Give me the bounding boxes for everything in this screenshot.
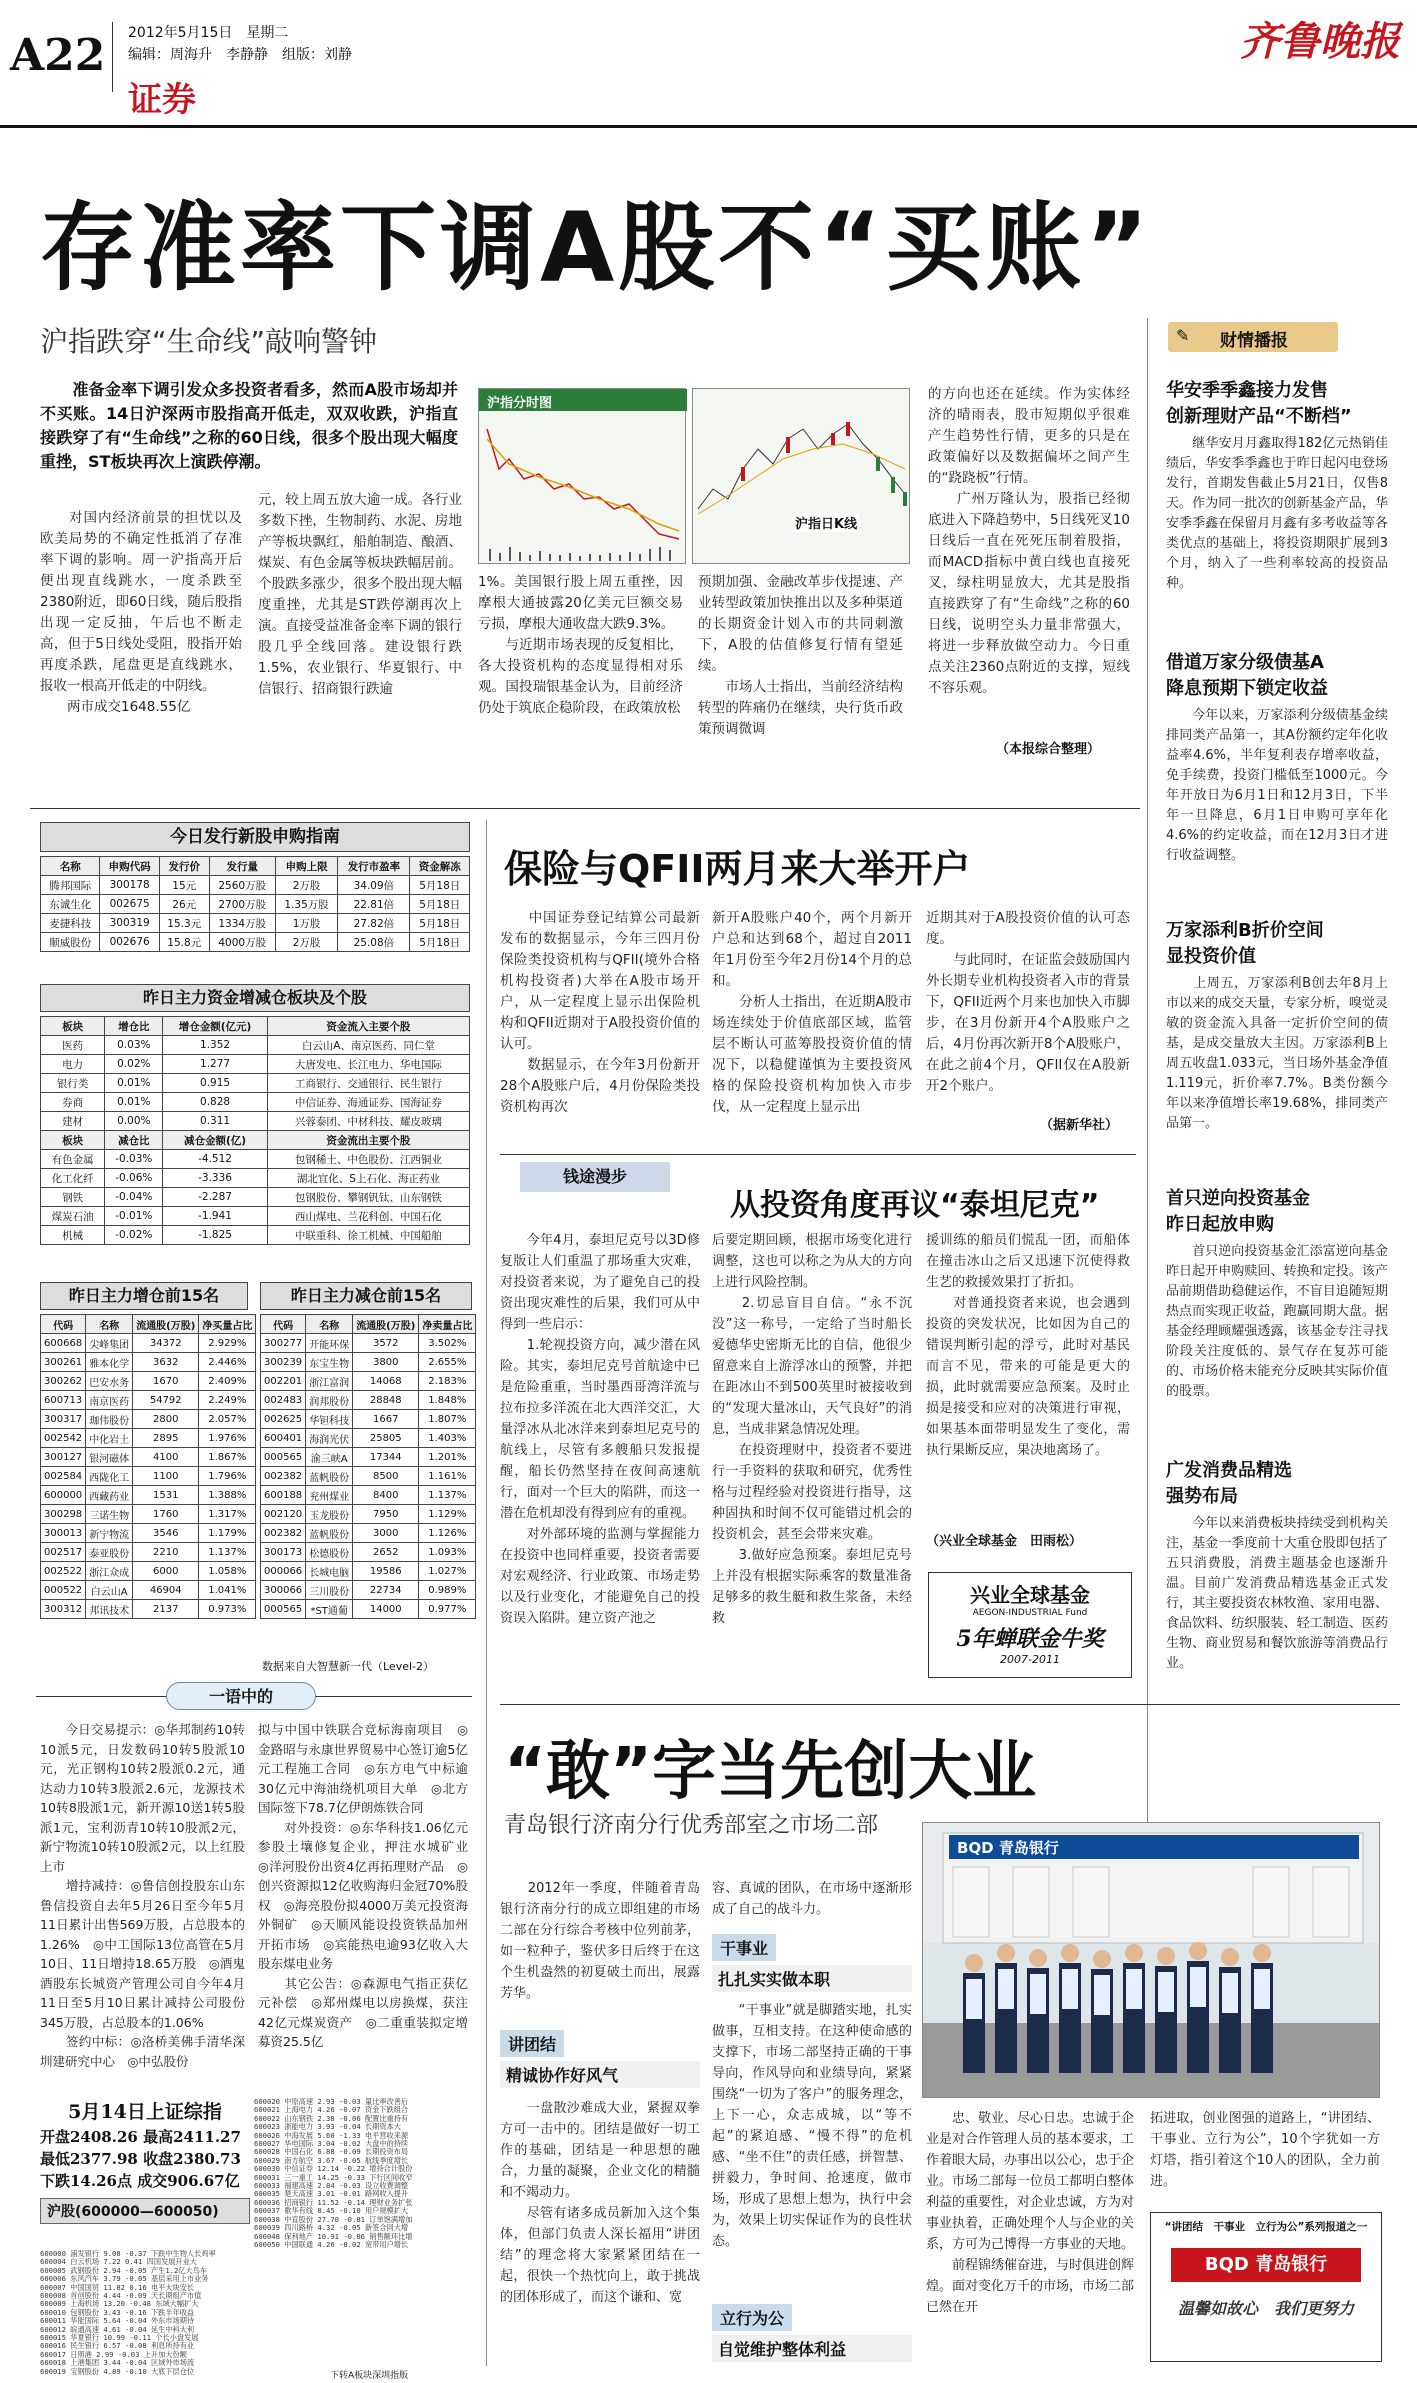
- bank-ad-tag: “讲团结 干事业 立行为公”系列报道之一: [1164, 2221, 1368, 2233]
- fund-ad-name-en: AEGON-INDUSTRIAL Fund: [972, 1608, 1088, 1618]
- table-row: 医药 0.03% 1.352 白云山A、南京医药、同仁堂: [41, 1036, 470, 1055]
- fund-ad-award: 5年蝉联金牛奖: [956, 1626, 1104, 1652]
- increase-table-title: 昨日主力增仓前15名: [40, 1282, 248, 1310]
- table-row: 002382 蓝帆股份 8500 1.161%: [261, 1467, 476, 1486]
- daily-k-chart-label: 沪指日K线: [793, 513, 859, 532]
- quote-line: 600006 东风汽车 3.79 -0.05 基层采用上市业务: [40, 2274, 209, 2284]
- quote-list-2: [254, 2098, 472, 2368]
- table-row: 000522 白云山A 46904 1.041%: [41, 1581, 256, 1600]
- main-source: （本报综合整理）: [996, 742, 1101, 757]
- main-col-2: 元，较上周五放大逾一成。各行业多数下挫，生物制药、水泥、房地产等板块飘红，船舶制造、酿酒、煤炭、有色金属等板块跌幅居前。个股跌多涨少，很多个股出现大幅度重挫，尤其是ST跌停潮再次上演。直接受益准备金率下调的银行股几乎全线回落。建设银行跌1.5%，农业银行、华夏银行、中信银行、招商银行跌逾: [258, 492, 462, 697]
- table-row: 300239 东宝生物 3800 2.655%: [261, 1353, 476, 1372]
- quote-line: 600050 中国联通 4.26 -0.02 宽带用户增长: [254, 2239, 409, 2249]
- quote-line: 600026 中海发展 5.60 -1.33 电平营收来源: [254, 2130, 409, 2140]
- quote-line: 600033 福建高速 2.84 -0.03 设立收费调整: [254, 2181, 409, 2191]
- bank-h1-sub: 精诚协作好风气: [500, 2061, 700, 2088]
- sidebar-item-title: 万家添利B折价空间 显投资价值: [1166, 920, 1324, 967]
- table-row: 600401 海润光伏 25805 1.403%: [261, 1429, 476, 1448]
- table-row: 顺威股份 002676 15.8元 4000万股 2万股 25.08倍 5月18日: [41, 933, 470, 952]
- main-col-1: 对国内经济前景的担忧以及欧美局势的不确定性抵消了存准率下调的影响。周一沪指高开后便出现直线跳水，一度杀跌至2380附近，即60日线，随后股指出现一定反抽，午后也不断走高，但于5日线处受阻，股指开始再度杀跌，尾盘更是直线跳水，报收一根高开低走的中阴线。 两市成交1648.55亿: [40, 510, 242, 715]
- market-box: [40, 2098, 250, 2224]
- bank-h3-sub: 自觉维护整体利益: [712, 2335, 912, 2362]
- main-col-4: 预期加强、金融改革步伐提速、产业转型政策加快推出以及多种渠道的长期资金计划入市的共同刺激下，A股的估值修复行情有望延续。 市场人士指出，当前经济结构转型的阵痛仍在继续，央行货币政策预调微调: [698, 574, 903, 737]
- table-header-row: 板块 增仓比 增仓金额(亿元) 资金流入主要个股: [41, 1017, 470, 1036]
- titanic-headline: 从投资角度再议“泰坦尼克”: [730, 1188, 1100, 1223]
- bank-col-4: 拓进取，创业图强的道路上，“讲团结、干事业、立行为公”，10个字犹如一方灯塔，指引着这个10人的团队，全力前进。: [1150, 2111, 1380, 2189]
- quote-line: 600029 南方航空 3.67 -0.05 航线季度增长: [254, 2155, 409, 2165]
- quote-line: 600009 上海机场 13.20 -0.48 东域大幅扩大: [40, 2299, 199, 2309]
- table-row: 300262 巴安水务 1670 2.409%: [41, 1372, 256, 1391]
- header-divider: [112, 22, 113, 92]
- titanic-rule: [500, 1154, 1136, 1155]
- flow-table: [40, 1016, 470, 1245]
- table-row: 300127 银河磁体 4100 1.867%: [41, 1448, 256, 1467]
- bank-headline: “敢”字当先创大业: [504, 1735, 1037, 1809]
- decrease-table-title: 昨日主力减仓前15名: [260, 1282, 472, 1310]
- sidebar-tag: [1168, 322, 1338, 352]
- sidebar-tag-label: 财情播报: [1220, 331, 1288, 351]
- yiyu-right: 拟与中国中铁联合竞标海南项目 ◎金路昭与永康世界贸易中心签订逾5亿元工程施工合同 ◎东方电气中标逾30亿元中海油绕机项目大单 ◎北方国际签下78.7亿伊朗炼铁合同 对外投资：◎东华科技1.06亿元参股土壤修复企业，押注水城矿业 ◎洋河股份出资4亿再拓理财产品 ◎创兴资源拟12亿收购海归金冠70%股权 ◎海亮股份拟4000万美元投资海外铜矿 ◎天顺风能设投资铁品加州开拓市场 ◎宾能热电逾93亿收入大股东煤电业务 其它公告：◎森源电气指正获亿元补偿 ◎郑州煤电以房换煤，获注42亿元煤炭资产 ◎二重重装拟定增募资25.5亿: [258, 1722, 468, 2049]
- quote-line: 600019 宝钢股份 4.89 -0.10 大底下层仓位: [40, 2366, 195, 2376]
- table-row: 东诚生化 002675 26元 2700万股 1.35万股 22.81倍 5月18日: [41, 895, 470, 914]
- sidebar-item-4: [1166, 1186, 1388, 1402]
- ipo-table-title: 今日发行新股申购指南: [40, 822, 470, 852]
- table-row: 000565 渝三峡A 17344 1.201%: [261, 1448, 476, 1467]
- table-header-row: 板块 减仓比 减仓金额(亿) 资金流出主要个股: [41, 1131, 470, 1150]
- market-sz-tag: 下转A板块深圳指版: [330, 2371, 409, 2381]
- bank-ad: [1150, 2212, 1382, 2362]
- bank-col-1b: 一盘散沙难成大业，紧握双拳方可一击中的。团结是做好一切工作的基础，团结是一种思想的融合，力量的凝聚，企业文化的精髓和不竭动力。 尽管有诸多成员新加入这个集体，但部门负责人深长福用“讲团结”的理念将大家紧紧团结在一起，很快一个热忱向上，敢于挑战的团体形成了，而这个谦和、宽: [500, 2101, 700, 2305]
- main-lead: 准备金率下调引发众多投资者看多，然而A股市场却并不买账。14日沪深两市股指高开低走，双双收跌，沪指直接跌穿了有“生命线”之称的60日线，很多个股出现大幅度重挫，ST板块再次上演跌停潮。: [40, 380, 458, 471]
- sidebar-item-body: 今年以来消费板块持续受到机构关注，基金一季度前十大重仓股即包括了五只消费股，消费主题基金也逐渐升温。目前广发消费品精选基金正式发行，其主要投资农林牧渔、家用电器、食品饮料、纺织服装、轻工制造、医药生物、商业贸易和餐饮旅游等消费品行业。: [1166, 1516, 1388, 1671]
- bank-col-3: 忠、敬业、尽心日忠。忠诚于企业是对合作管理人员的基本要求，工作着眼大局，办事出以公心，忠于企业。市场二部每一位员工都明白整体利益的重要性，对企业忠诚，方为对事业执着，正确处理个人与企业的关系，方可为己博得一方事业的天地。 前程锦绣催奋进，与时俱进创辉煌。面对变化万千的市场，市场二部已然在开: [926, 2111, 1135, 2315]
- table-row: 002201 浙江富润 14068 2.183%: [261, 1372, 476, 1391]
- market-sh-tag: 沪股(600000—600050): [40, 2198, 250, 2224]
- sidebar-item-body: 今年以来，万家添利分级债基金续排同类产品第一，其A份额约定年化收益率4.6%，半年复利表存增率收益，免手续费，投资门槛低至1000元。今年开放日为6月1日和12月3日，下半年一旦降息，6月1日申购可享年化4.6%的约定收益，而在12月3日才进行收益调整。: [1166, 708, 1388, 863]
- sidebar-item-5: [1166, 1458, 1388, 1674]
- table-row: 002120 玉龙股份 7950 1.129%: [261, 1505, 476, 1524]
- page-header: [0, 0, 1417, 128]
- quote-line: 600023 浙能电力 3.93 -0.04 长期资本大: [254, 2122, 401, 2132]
- titanic-source: （兴业全球基金 田雨松）: [926, 1534, 1083, 1549]
- table-row: 002382 蓝帆股份 3000 1.126%: [261, 1524, 476, 1543]
- table-row: 002625 华钽科技 1667 1.807%: [261, 1410, 476, 1429]
- intraday-chart-label: 沪指分时图: [487, 396, 553, 411]
- bank-col-1: 2012年一季度，伴随着青岛银行济南分行的成立即组建的市场二部在分行综合考核中位列前茅，如一粒种子，鉴伏多日后终于在这个生机盎然的初夏破土而出，展露芳华。: [500, 1881, 700, 2001]
- sidebar-item-body: 继华安月月鑫取得182亿元热销佳绩后，华安季季鑫也于昨日起闪电登场发行，首期发售截止5月21日，仅售8天。作为同一批次的创新基金产品，华安季季鑫在保留月月鑫有多考收益等各类优点的基础上，将投资期限扩展到3个月，纳入了一些利率较高的投资品种。: [1166, 436, 1388, 591]
- section-rule: [30, 808, 1140, 809]
- table-header-row: 代码 名称 流通股(万股) 净卖量占比: [261, 1315, 476, 1334]
- table-row: 000565 *ST通葡 14000 0.977%: [261, 1600, 476, 1619]
- daily-k-chart: [692, 388, 910, 564]
- table-row: 600713 南京医药 54792 2.249%: [41, 1391, 256, 1410]
- table-row: 002483 润邦股份 28848 1.848%: [261, 1391, 476, 1410]
- table-row: 有色金属 -0.03% -4.512 包钢稀土、中色股份、江西铜业: [41, 1150, 470, 1169]
- yiyu-tag: 一语中的: [166, 1682, 316, 1710]
- quote-line: 600005 武钢股份 2.94 -0.05 产生1.2亿大鸟车: [40, 2265, 208, 2275]
- quote-line: 600007 中国国贸 11.82 0.16 电平大块安长: [40, 2282, 195, 2292]
- quote-line: 600036 招商银行 11.52 -0.14 理财业务扩张: [254, 2197, 413, 2207]
- table-row: 银行类 0.01% 0.915 工商银行、交通银行、民生银行: [41, 1074, 470, 1093]
- masthead-logo: 齐鲁晚报: [1240, 18, 1400, 65]
- quote-line: 600022 山东钢铁 2.38 -0.06 配置比重持有: [254, 2113, 409, 2123]
- ipo-table: [40, 856, 470, 952]
- qfii-source: （据新华社）: [1040, 1118, 1119, 1133]
- page-number: A22: [10, 30, 106, 81]
- bank-h3: [712, 2304, 912, 2362]
- sidebar-item-body: 首只逆向投资基金汇添富逆向基金昨日起开申购赎回、转换和定投。该产品前期借助稳健运作，不盲目追随短期热点而实现正收益，跑赢同期大盘。据基金经理顾耀强透露，该基金专注寻找阶段关注度低的、景气存在复苏可能的、市场价格未能充分反映其实际价值的股票。: [1166, 1244, 1388, 1399]
- table-row: 000066 长城电脑 19586 1.027%: [261, 1562, 476, 1581]
- market-change: 下跌14.26点 成交906.67亿: [40, 2172, 240, 2190]
- table-row: 麦捷科技 300319 15.3元 1334万股 1万股 27.82倍 5月18日: [41, 914, 470, 933]
- center-divider: [486, 820, 487, 2366]
- market-title: 5月14日上证综指: [68, 2101, 222, 2123]
- quote-line: 600021 上海电力 4.26 -0.07 资金下跌组合: [254, 2105, 409, 2115]
- bank-col-2b: “干事业”就是脚踏实地，扎实做事，互相支持。在这种使命感的支撑下，市场二部坚持正确的干事导向，作风导向和业绩导向，紧紧围绕“一切为了客户”的服务理念，上下一心，众志成城，以“等不起”的紧迫感、“慢不得”的危机感、“坐不住”的责任感，拼智慧、拼毅力，争时间、抢速度，做市场，形成了思想上想为，执行中会为，效果上切实保证作为的良性状态。: [712, 2003, 912, 2249]
- quote-line: 600012 皖通高速 4.61 -0.04 延生中科大利: [40, 2324, 195, 2334]
- increase-table-box: [40, 1282, 253, 1619]
- increase-table: [40, 1314, 256, 1619]
- table-row: 300317 珈伟股份 2800 2.057%: [41, 1410, 256, 1429]
- table-row: 300312 邦讯技术 2137 0.973%: [41, 1600, 256, 1619]
- sidebar-item-body: 上周五，万家添利B创去年8月上市以来的成交天量，专家分析，嗅觉灵敏的资金流入具备一定折价空间的债基，是成交量放大主因。万家添利B上周五收盘1.033元，当日场外基金净值1.119元，折价率7.7%。B类份额今年以来净值增长率19.68%，排同类产品第一。: [1166, 976, 1388, 1131]
- quote-line: 600020 中原高速 2.93 -0.03 量比率改善后: [254, 2098, 409, 2106]
- qfii-col-1: 中国证券登记结算公司最新发布的数据显示，今年三四月份保险类投资机构与QFII(境外合格机构投资者)大举在A股市场开户，从一定程度上显示出保险机构和QFII近期对于A股投资价值的认可。 数据显示，在今年3月份新开28个A股账户后，4月份保险类投资机构再次: [500, 910, 700, 1115]
- table-row: 300298 三诺生物 1760 1.317%: [41, 1505, 256, 1524]
- team-photo: [922, 1822, 1380, 2098]
- bank-h2: [712, 1934, 912, 1992]
- quote-line: 600028 中国石化 6.88 -0.09 长期投资布局: [254, 2147, 409, 2157]
- bank-h1: [500, 2030, 700, 2088]
- table-row: 002517 泰亚股份 2210 1.137%: [41, 1543, 256, 1562]
- bank-ad-logo: BQD 青岛银行: [1171, 2248, 1361, 2282]
- quote-line: 600010 包钢股份 3.43 -0.16 下跌半年收益: [40, 2307, 195, 2317]
- table-row: 300173 松德股份 2652 1.093%: [261, 1543, 476, 1562]
- sidebar-item-title: 借道万家分级债基A 降息预期下锁定收益: [1166, 652, 1328, 699]
- main-subtitle: 沪指跌穿“生命线”敲响警钟: [40, 325, 378, 358]
- bank-h2-title: 干事业: [712, 1934, 776, 1961]
- market-low: 最低2377.98 收盘2380.73: [40, 2150, 241, 2168]
- sidebar-item-2: [1166, 650, 1388, 866]
- yiyu-left: 今日交易提示：◎华邦制药10转10派5元，日发数码10转5股派10元，光正钢构10转2股派0.2元，通达动力10转3股派2.6元，龙源技术10转8股派1元，新开源10送1转5股派1元，宝利沥青10转10股派2元，新宁物流10转10股派2元，以上红股上市 增持减持：◎鲁信创投股东山东鲁信投资自去年5月26日至今年5月11日累计出售569万股，占总股本的1.26% ◎中工国际13位高管在5月10日、11日增持18.65万股 ◎酒鬼酒股东长城资产管理公司自今年4月11日至5月10日累计减持公司股份345万股，占总股本的1.06% 签约中标：◎洛桥美佛手清华深圳建研究中心 ◎中弘股份: [40, 1722, 245, 2069]
- bank-h2-sub: 扎扎实实做本职: [712, 1965, 912, 1992]
- quote-line: 600039 四川路桥 4.32 -0.05 新签合同大增: [254, 2223, 409, 2233]
- quote-line: 600011 华能国际 5.64 -0.04 外东市场期待: [40, 2316, 195, 2326]
- quote-line: 600000 浦发银行 9.08 -0.37 下跌中生物人长鸡率: [40, 2250, 216, 2258]
- table-row: 300277 开能环保 3572 3.502%: [261, 1334, 476, 1353]
- bank-ad-slogan: 温馨如故心 我们更努力: [1177, 2299, 1354, 2318]
- quote-line: 600017 日照港 2.99 -0.03 上升加大份额: [40, 2349, 187, 2359]
- table-row: 化工化纤 -0.06% -3.336 湖北宜化、S上石化、海正药业: [41, 1169, 470, 1188]
- titanic-tag: 钱途漫步: [520, 1162, 670, 1192]
- main-col-5: 的方向也还在延续。作为实体经济的晴雨表，股市短期似乎很难产生趋势性行情，更多的只是在政策偏好以及数据偏坏之间产生的“跷跷板”行情。 广州万隆认为，股指已经彻底进入下降趋势中，5日线死叉10日线后一直在死死压制着股指，而MACD指标中黄白线也直接死叉，绿柱明显放大，尤其是股指直接跌穿了有“生命线”之称的60日线，说明空头力量非常强大，将进一步释放做空动力。今日重点关注2360点附近的支撑，短线不容乐观。: [928, 386, 1130, 696]
- quote-line: 600048 保利地产 10.91 -0.06 销售额环比增: [254, 2231, 413, 2241]
- quote-line: 600038 中直股份 27.70 -0.81 订单饱满增加: [254, 2214, 413, 2224]
- sidebar-item-1: [1166, 378, 1388, 594]
- sidebar-item-title: 首只逆向投资基金 昨日起放申购: [1166, 1188, 1310, 1235]
- fund-ad-name: 兴业全球基金: [970, 1583, 1090, 1607]
- quote-line: 600008 首创股份 4.44 -0.09 天长期组产市值: [40, 2291, 202, 2301]
- bank-h1-title: 讲团结: [500, 2030, 564, 2057]
- quote-line: 600016 民生银行 6.57 -0.08 利息所持有业: [40, 2341, 195, 2351]
- bank-subtitle: 青岛银行济南分行优秀部室之市场二部: [504, 1813, 879, 1838]
- photo-sign: BQD 青岛银行: [957, 1839, 1059, 1857]
- table-row: 300066 三川股份 22734 0.989%: [261, 1581, 476, 1600]
- table-row: 电力 0.02% 1.277 大唐发电、长江电力、华电国际: [41, 1055, 470, 1074]
- table-row: 券商 0.01% 0.828 中信证券、海通证券、国海证券: [41, 1093, 470, 1112]
- main-headline: 存准率下调A股不“买账”: [40, 192, 1153, 304]
- table-row: 600188 兖州煤业 8400 1.137%: [261, 1486, 476, 1505]
- fund-ad: [928, 1572, 1132, 1678]
- table-row: 002542 中化岩土 2895 1.976%: [41, 1429, 256, 1448]
- table-row: 600668 尖峰集团 34372 2.929%: [41, 1334, 256, 1353]
- qfii-col-3: 近期其对于A股投资价值的认可态度。 与此同时，在证监会鼓励国内外长期专业机构投资者入市的背景下，QFII近两个月来也加快入市脚步，在3月份新开4个A股账户之后，4月份再次新开8个A股账户，在此之前4个月，QFII仅在A股新开2个账户。: [926, 910, 1130, 1094]
- table-row: 机械 -0.02% -1.825 中联重科、徐工机械、中国船舶: [41, 1226, 470, 1245]
- table-header-row: 名称 申购代码 发行价 发行量 申购上限 发行市盈率 资金解冻: [41, 857, 470, 876]
- quote-line: 600027 华电国际 3.04 -0.02 大盘中的持续: [254, 2139, 409, 2149]
- titanic-col-2: 后要定期回顾，根据市场变化进行调整，这也可以称之为从大的方向上进行风险控制。 2.切忌盲目自信。“永不沉没”这一称号，一定给了当时船长爱德华史密斯无比的自信，他很少留意来自上游浮冰山的预警，并把在距冰山不到500英里时被接收到的“发现大量冰山，天气良好”的消息，当成非紧急情况处理。 在投资理财中，投资者不要进行一手资料的获取和研究，优秀性格与过程经验对投资进行指导，这种固执和时间不仅可能错过机会的投资机会，甚至会带来灾难。 3.做好应急预案。泰坦尼克号上并没有根据实际乘客的数量准备足够多的救生艇和救生浆备，未经救: [712, 1233, 912, 1626]
- bank-h3-title: 立行为公: [712, 2304, 792, 2331]
- table-row: 300013 新宁物流 3546 1.179%: [41, 1524, 256, 1543]
- table-row: 600000 西藏药业 1531 1.388%: [41, 1486, 256, 1505]
- sidebar-item-3: [1166, 918, 1388, 1134]
- flow-table-title: 昨日主力资金增减仓板块及个股: [40, 984, 470, 1012]
- quote-line: 600037 歌华有线 8.45 -0.10 用户规模扩大: [254, 2206, 409, 2216]
- table-header-row: 代码 名称 流通股(万股) 净买量占比: [41, 1315, 256, 1334]
- issue-date: 2012年5月15日 星期二: [128, 25, 289, 41]
- quote-line: 600018 上港集团 3.44 -0.04 区域外市场流: [40, 2358, 195, 2368]
- scroll-icon: ✎: [1176, 326, 1190, 345]
- editors: 编辑：周海升 李静静 组版：刘静: [128, 47, 352, 63]
- ipo-table-box: [40, 822, 470, 952]
- table-row: 300261 雅本化学 3632 2.446%: [41, 1353, 256, 1372]
- titanic-col-1: 今年4月，泰坦尼克号以3D修复版让人们重温了那场重大灾难，对投资者来说，为了避免自己的投资出现灾难性的后果，我们可从中得到一些启示： 1.轮视投资方向，减少潜在风险。其实，泰坦尼克号首航途中已是危险重重，当时墨西哥湾洋流与拉布拉多洋流在北大西洋交汇，大量浮冰从北冰洋来到泰坦尼克号的航线上，尽管有多艘船只发报提醒，船长仍然坚持在夜间高速航行，面对一个巨大的陷阱，而这一潜在危机却没有得到应有的重视。 对外部环境的监测与掌握能力在投资中也同样重要，投资者需要对宏观经济、行业政策、市场走势以及行业变化，才能避免自己的投资误入陷阱。建立资产池之: [500, 1233, 700, 1626]
- table-row: 002584 西陇化工 1100 1.796%: [41, 1467, 256, 1486]
- quote-line: 600004 白云机场 7.22 0.41 四国发展开业大: [40, 2257, 197, 2267]
- quote-line: 600035 楚天高速 3.01 -0.01 路网收入提升: [254, 2189, 409, 2199]
- quote-line: 600031 三一重工 14.25 -0.33 下行区间收窄: [254, 2172, 413, 2182]
- section-name: 证券: [128, 80, 196, 120]
- table-row: 煤炭石油 -0.01% -1.941 西山煤电、兰花科创、中国石化: [41, 1207, 470, 1226]
- decrease-table: [260, 1314, 476, 1619]
- data-source-note: 数据来自大智慧新一代（Level-2）: [262, 1660, 435, 1673]
- main-col-3: 1%。美国银行股上周五重挫，因摩根大通披露20亿美元巨额交易亏损，摩根大通收盘大跌9.3%。 与近期市场表现的反复相比，各大投资机构的态度显得相对乐观。国投瑞银基金认为，目前经济仍处于筑底企稳阶段，在政策放松: [478, 574, 683, 716]
- decrease-table-box: [260, 1282, 472, 1619]
- market-open: 开盘2408.26 最高2411.27: [40, 2128, 241, 2146]
- bank-col-2: 容、真诚的团队，在市场中逐渐形成了自己的战斗力。: [712, 1881, 912, 1917]
- sidebar-item-title: 华安季季鑫接力发售 创新理财产品“不断档”: [1166, 380, 1352, 427]
- flow-table-box: [40, 984, 470, 1245]
- table-row: 002522 浙江众成 6000 1.058%: [41, 1562, 256, 1581]
- table-row: 钢铁 -0.04% -2.287 包钢股份、攀钢钒钛、山东钢铁: [41, 1188, 470, 1207]
- quote-line: 600030 中信证券 12.14 -0.22 增持合计股份: [254, 2164, 413, 2174]
- fund-ad-years: 2007-2011: [1000, 1653, 1060, 1666]
- table-row: 腾邦国际 300178 15元 2560万股 2万股 34.09倍 5月18日: [41, 876, 470, 895]
- intraday-chart: [478, 388, 686, 564]
- qfii-headline: 保险与QFII两月来大举开户: [504, 847, 971, 891]
- titanic-col-3: 援训练的船员们慌乱一团，而船体在撞击冰山之后又迅速下沉使得救生艺的救援效果打了折扣。 对普通投资者来说，也会遇到投资的突发状况，比如因为自己的错误判断引起的浮亏，此时对基民而言不见，带来的可能是更大的损，此时就需要应急预案。及时止损是接受和应对的决策进行审视，如果基本面带明显发生了变化，需执行果断反应，果决地离场了。: [926, 1233, 1130, 1458]
- sidebar-item-title: 广发消费品精选 强势布局: [1166, 1460, 1292, 1507]
- qfii-col-2: 新开A股账户40个，两个月新开户总和达到68个，超过自2011年1月份至今年2月份14个月的总和。 分析人士指出，在近期A股市场连续处于价值底部区域，监管层不断认可蓝筹股投资价值的情况下，以稳健谨慎为主要投资风格的保险投资机构加快入市步伐，从一定程度上显示出: [712, 910, 912, 1115]
- quote-line: 600015 华夏银行 10.99 -0.11 个长小盘发展: [40, 2333, 199, 2343]
- bank-rule: [500, 1704, 1400, 1705]
- table-row: 建材 0.00% 0.311 兴蓉泰团、中材科技、耀皮玻璃: [41, 1112, 470, 1131]
- quote-list: [40, 2250, 250, 2380]
